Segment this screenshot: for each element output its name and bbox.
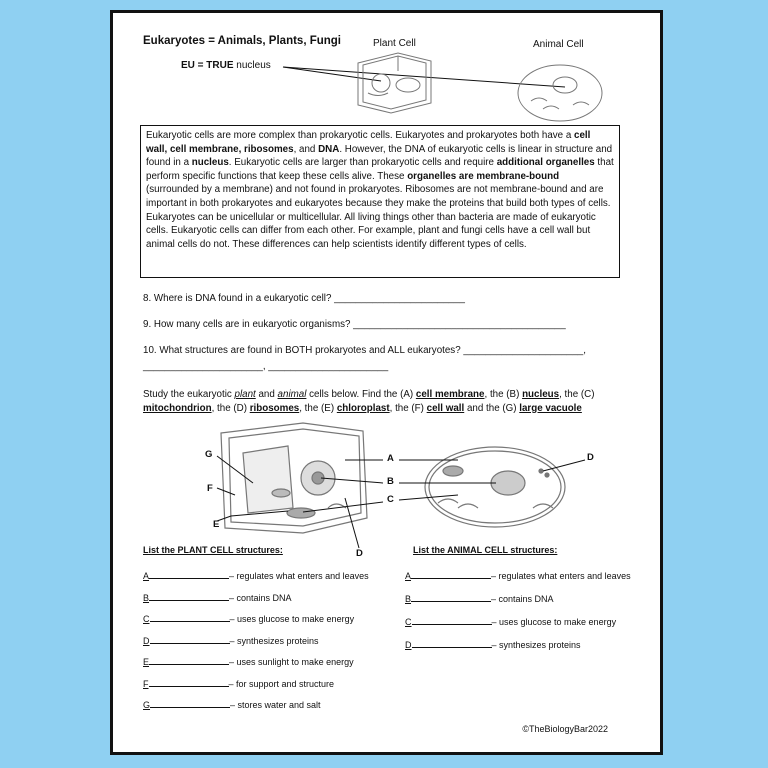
answer-blank[interactable] (150, 633, 230, 644)
label-d-animal: D (587, 452, 594, 463)
plant-row-e: E – uses sunlight to make energy (143, 654, 369, 676)
animal-cell-caption: Animal Cell (533, 39, 584, 50)
animal-list (405, 568, 631, 660)
eu-rest-text: nucleus (233, 60, 271, 71)
page-title: Eukaryotes = Animals, Plants, Fungi (143, 35, 342, 47)
question-10-continued: ______________________, ______________________ (143, 361, 389, 372)
eu-bold-text: EU = TRUE (181, 60, 234, 71)
label-d-plant: D (356, 548, 363, 559)
plant-cell-caption: Plant Cell (373, 38, 416, 49)
answer-blank[interactable] (411, 591, 491, 602)
label-e: E (213, 519, 220, 530)
question-9: 9. How many cells are in eukaryotic organisms? _______________________________________ (143, 319, 566, 330)
question-10: 10. What structures are found in BOTH prokaryotes and ALL eukaryotes? ______________________, (143, 345, 586, 356)
animal-row-b: B – contains DNA (405, 591, 631, 614)
label-f: F (207, 483, 213, 494)
answer-blank[interactable] (412, 637, 492, 648)
label-c: C (387, 494, 394, 505)
copyright: ©TheBiologyBar2022 (522, 724, 608, 734)
answer-blank[interactable] (412, 614, 492, 625)
plant-row-g: G – stores water and salt (143, 697, 369, 719)
animal-row-d: D – synthesizes proteins (405, 637, 631, 660)
answer-blank[interactable] (149, 654, 229, 665)
answer-blank[interactable] (149, 676, 229, 687)
animal-list-heading: List the ANIMAL CELL structures: (413, 545, 558, 555)
label-b: B (387, 476, 394, 487)
plant-row-c: C – uses glucose to make energy (143, 611, 369, 633)
question-8: 8. Where is DNA found in a eukaryotic cell? ________________________ (143, 293, 465, 304)
plant-list-heading: List the PLANT CELL structures: (143, 545, 283, 555)
answer-blank[interactable] (150, 697, 230, 708)
plant-row-b: B – contains DNA (143, 590, 369, 612)
plant-list (143, 568, 369, 719)
plant-row-f: F – for support and structure (143, 676, 369, 698)
plant-row-a: A – regulates what enters and leaves (143, 568, 369, 590)
answer-blank[interactable] (149, 590, 229, 601)
answer-blank[interactable] (411, 568, 491, 579)
label-a: A (387, 453, 394, 464)
answer-blank[interactable] (149, 568, 229, 579)
animal-cell-diagram (425, 447, 565, 527)
plant-cell-sketch (358, 53, 431, 113)
animal-row-a: A – regulates what enters and leaves (405, 568, 631, 591)
arrow-to-animal-nucleus (283, 67, 565, 87)
plant-row-d: D – synthesizes proteins (143, 633, 369, 655)
reading-passage: Eukaryotic cells are more complex than prokaryotic cells. Eukaryotes and prokaryotes both have a cell wall, cell membrane, ribosomes, and DNA. However, the DNA of eukaryotic cells is linear in structure and found in a nucleus. Eukaryotic cells are larger than prokaryotic cells and require additional organelles that perform specific functions that keep these cells alive. These organelles are membrane-bound (surrounded by a membrane) and not found in prokaryotes. Ribosomes are not membrane-bound and are important in both prokaryotes and eukaryotes because they make the proteins that build both types of cells. Eukaryotes can be unicellular or multicellular. All living things other than bacteria are made of eukaryotic cells. Eukaryotic cells can differ from each other. For example, plant and fungi cells have a cell wall but animal cells do not. These differences can help scientists identify different types of cells. (140, 125, 620, 278)
animal-row-c: C – uses glucose to make energy (405, 614, 631, 637)
answer-blank[interactable] (150, 611, 230, 622)
plant-cell-diagram (221, 423, 367, 533)
animal-cell-sketch (518, 65, 602, 121)
label-g: G (205, 449, 213, 460)
study-instructions: Study the eukaryotic plant and animal cells below. Find the (A) cell membrane, the (B) nucleus, the (C) mitochondrion, the (D) ribosomes, the (E) chloroplast, the (F) cell wall and the (G) large vacuole (143, 389, 595, 414)
arrow-to-plant-nucleus (283, 67, 381, 81)
worksheet-page (110, 10, 663, 755)
